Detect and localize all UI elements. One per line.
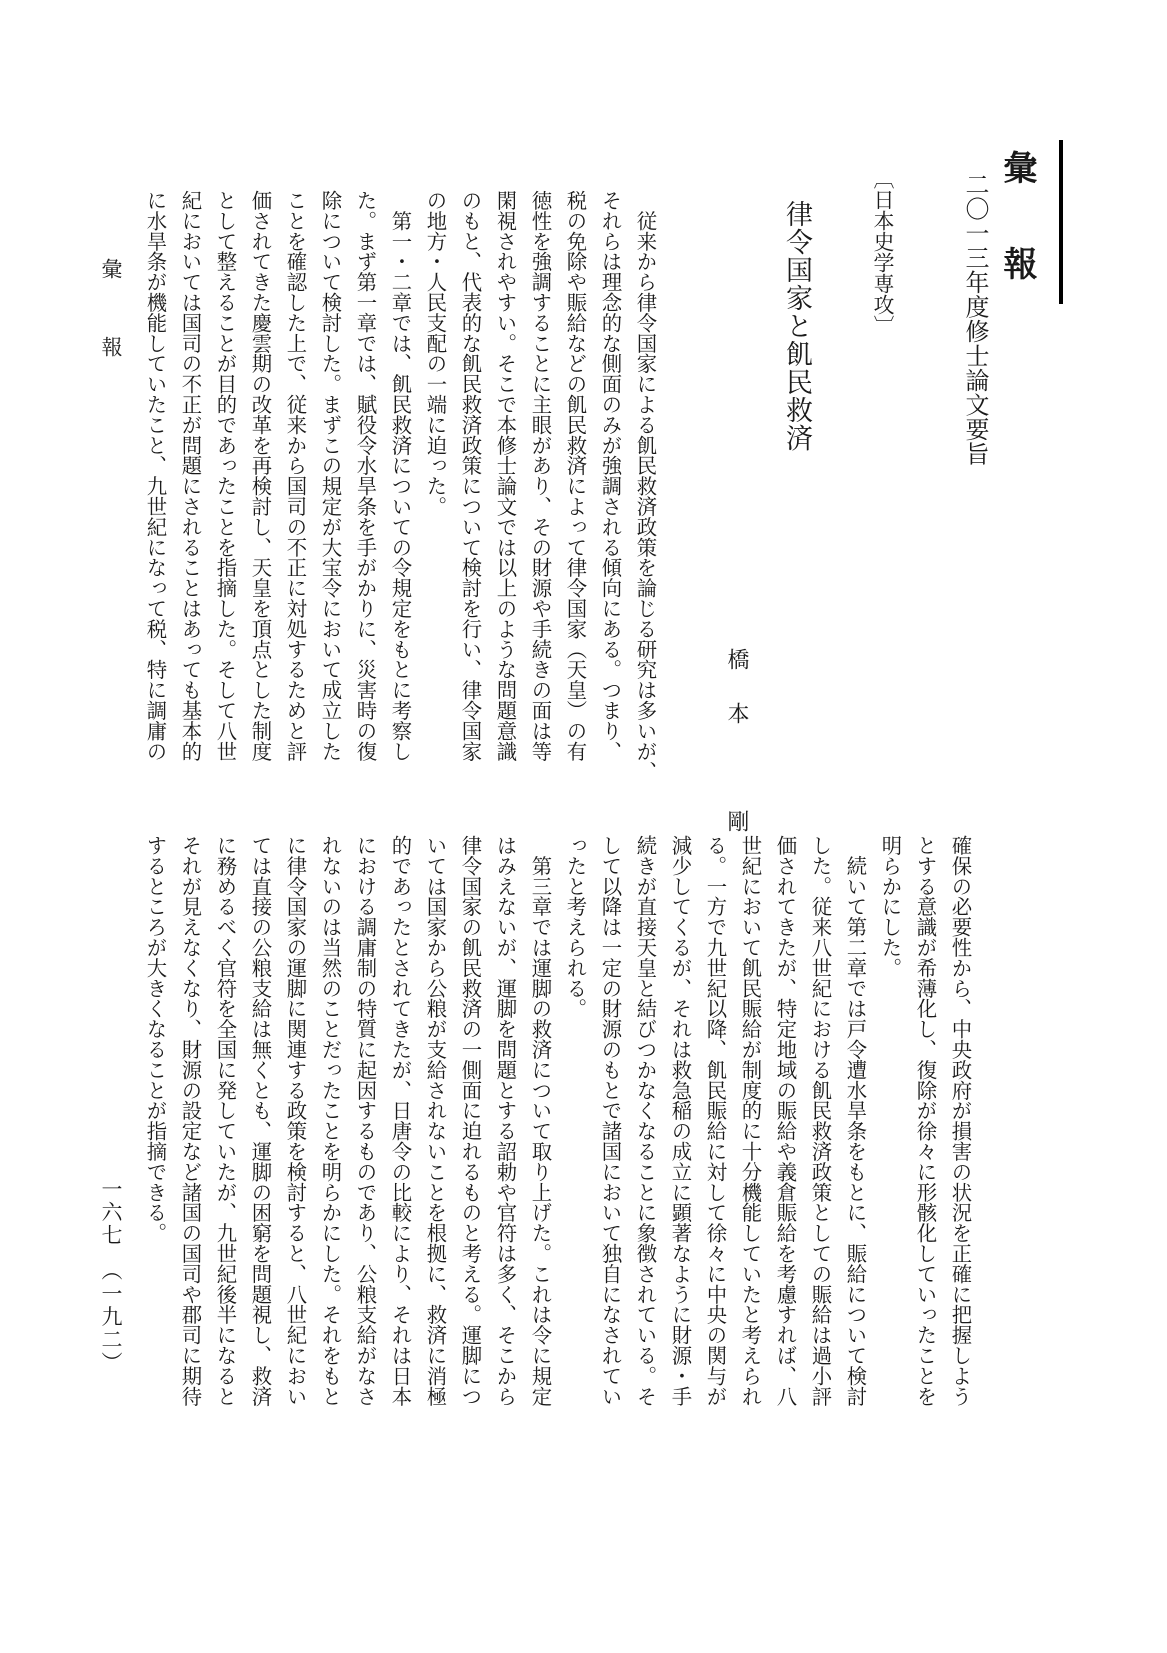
body-column: 除について検討した。まずこの規定が大宝令において成立した <box>318 190 343 762</box>
section-rule <box>1059 140 1063 304</box>
running-head: 彙 報 <box>99 258 123 375</box>
body-column: 価されてきた慶雲期の改革を再検討し、天皇を頂点とした制度 <box>248 190 273 762</box>
body-column: 律令国家の飢民救済の一側面に迫れるものと考える。運脚につ <box>458 835 483 1407</box>
body-column: 価されてきたが、特定地域の賑給や義倉賑給を考慮すれば、八 <box>773 835 798 1407</box>
body-column: して以降は一定の財源のもとで諸国において独自になされてい <box>598 835 623 1407</box>
body-column: 第三章では運脚の救済について取り上げた。これは令に規定 <box>528 835 553 1407</box>
body-column: に務めるべく官符を全国に発していたが、九世紀後半になると <box>213 835 238 1407</box>
body-column: た。まず第一章では、賦役令水旱条を手がかりに、災害時の復 <box>353 190 378 762</box>
section-label: 彙 報 <box>997 150 1037 294</box>
body-column: として整えることが目的であったことを指摘した。そして八世 <box>213 190 238 762</box>
paper-title: 律令国家と飢民救済 <box>781 200 812 452</box>
author-name: 橋本 剛 <box>724 648 749 864</box>
body-column: 続きが直接天皇と結びつかなくなることに象徴されている。そ <box>633 835 658 1407</box>
body-column: の地方・人民支配の一端に迫った。 <box>423 190 448 517</box>
body-column: した。従来八世紀における飢民救済政策としての賑給は過小評 <box>808 835 833 1407</box>
body-column: における調庸制の特質に起因するものであり、公粮支給がなさ <box>353 835 378 1407</box>
body-column: 閑視されやすい。そこで本修士論文では以上のような問題意識 <box>493 190 518 762</box>
body-column: 紀においては国司の不正が問題にされることはあっても基本的 <box>178 190 203 762</box>
body-column: れないのは当然のことだったことを明らかにした。それをもと <box>318 835 343 1407</box>
body-column: それらは理念的な側面のみが強調される傾向にある。つまり、 <box>598 190 623 762</box>
body-column: 税の免除や賑給などの飢民救済によって律令国家（天皇）の有 <box>563 190 588 762</box>
body-column: る。一方で九世紀以降、飢民賑給に対して徐々に中央の関与が <box>703 835 728 1407</box>
page-number: 一六七 （一九二） <box>99 1178 123 1375</box>
body-column: のもと、代表的な飢民救済政策について検討を行い、律令国家 <box>458 190 483 762</box>
body-column: 徳性を強調することに主眼があり、その財源や手続きの面は等 <box>528 190 553 762</box>
body-column: ったと考えられる。 <box>563 835 588 1019</box>
body-column: それが見えなくなり、財源の設定など諸国の国司や郡司に期待 <box>178 835 203 1407</box>
body-column: とする意識が希薄化し、復除が徐々に形骸化していったことを <box>913 835 938 1407</box>
body-column: 続いて第二章では戸令遭水旱条をもとに、賑給について検討 <box>843 835 868 1407</box>
body-column: 明らかにした。 <box>878 835 903 978</box>
body-column: 世紀において飢民賑給が制度的に十分機能していたと考えられ <box>738 835 763 1407</box>
body-column: 従来から律令国家による飢民救済政策を論じる研究は多いが、 <box>633 190 658 782</box>
body-column: ことを確認した上で、従来から国司の不正に対処するためと評 <box>283 190 308 762</box>
body-column: 第一・二章では、飢民救済についての令規定をもとに考察し <box>388 190 413 762</box>
major-label: 〔日本史学専攻〕 <box>871 168 895 336</box>
page-heading: 二〇一三年度修士論文要旨 <box>961 172 989 466</box>
body-column: はみえないが、運脚を問題とする詔勅や官符は多く、そこから <box>493 835 518 1407</box>
body-column: いては国家から公粮が支給されないことを根拠に、救済に消極 <box>423 835 448 1407</box>
body-column: 的であったとされてきたが、日唐令の比較により、それは日本 <box>388 835 413 1407</box>
body-column: 確保の必要性から、中央政府が損害の状況を正確に把握しよう <box>948 835 973 1407</box>
body-column: するところが大きくなることが指摘できる。 <box>143 835 168 1243</box>
body-column: 減少してくるが、それは救急稲の成立に顕著なように財源・手 <box>668 835 693 1407</box>
body-column: に律令国家の運脚に関連する政策を検討すると、八世紀におい <box>283 835 308 1407</box>
body-column: ては直接の公粮支給は無くとも、運脚の困窮を問題視し、救済 <box>248 835 273 1407</box>
body-column: に水旱条が機能していたこと、九世紀になって税、特に調庸の <box>143 190 168 762</box>
